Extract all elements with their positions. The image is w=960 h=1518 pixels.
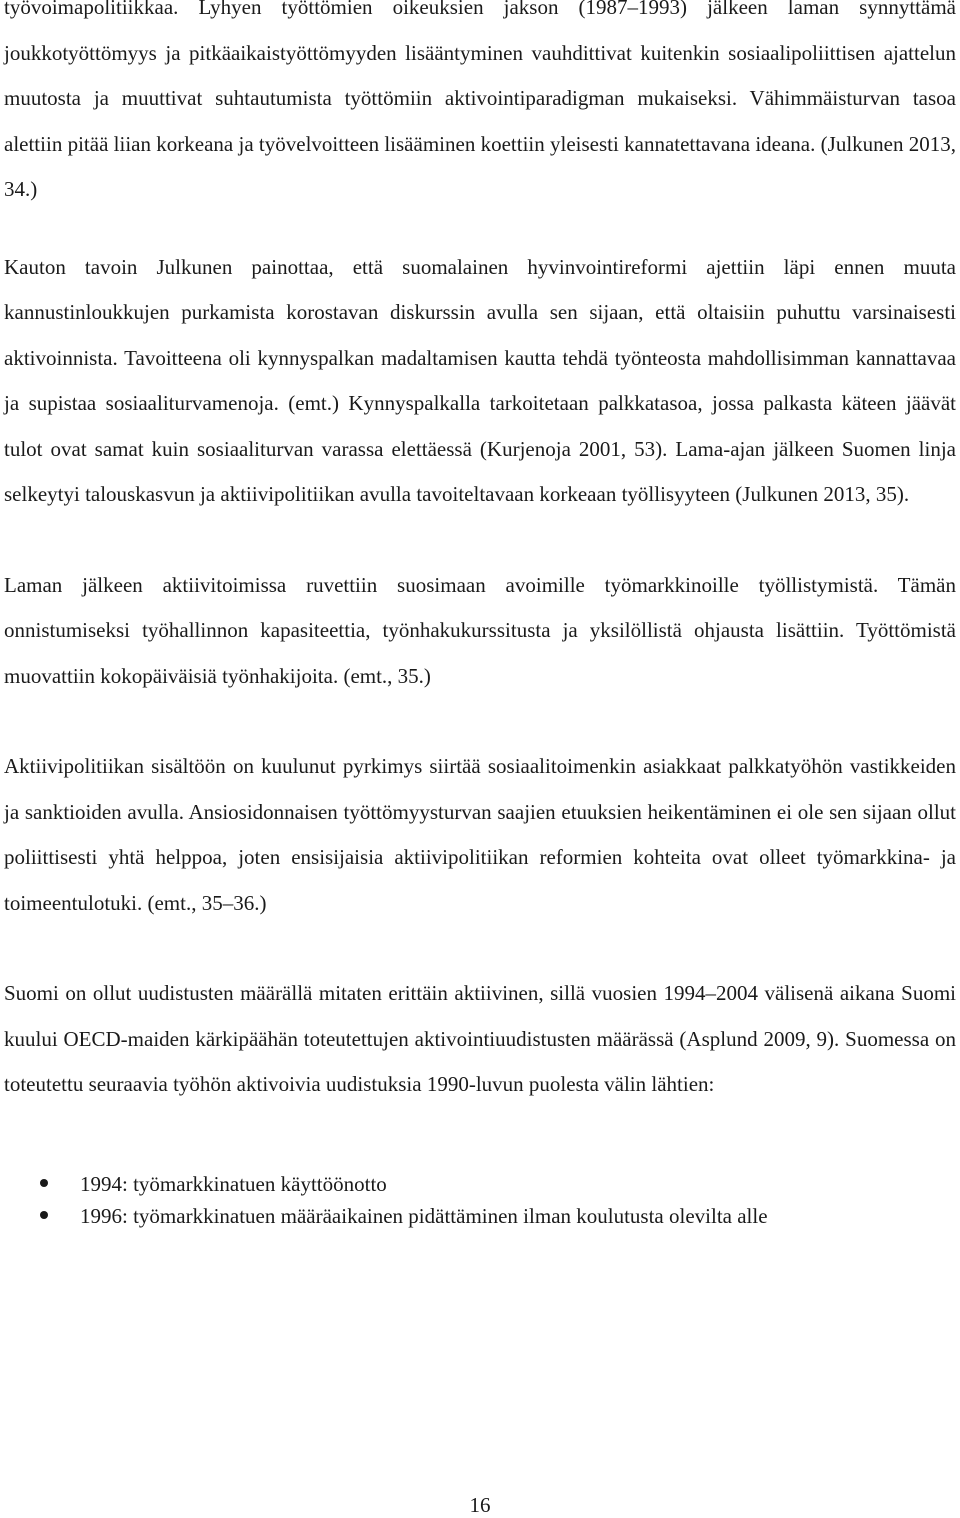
bullet-icon bbox=[40, 1211, 48, 1219]
bullet-list bbox=[4, 1168, 956, 1232]
paragraph-1: työvoimapolitiikkaa. Lyhyen työttömien oikeuksien jakson (1987–1993) jälkeen laman synnyttämä joukkotyöttömyys ja pitkäaikaistyöttömyyden lisääntyminen vauhdittivat kuitenkin sosiaalipoliittisen ajattelun muutosta ja muuttivat suhtautumista työttömiin aktivointiparadigman mukaiseksi. Vähimmäisturvan tasoa alettiin pitää liian korkeana ja työvelvoitteen lisääminen koettiin yleisesti kannatettavana ideana. (Julkunen 2013, 34.) bbox=[4, 0, 956, 201]
paragraph-3: Laman jälkeen aktiivitoimissa ruvettiin suosimaan avoimille työmarkkinoille työllistymistä. Tämän onnistumiseksi työhallinnon kapasiteettia, työnhakukurssitusta ja yksilöllistä ohjausta lisättiin. Työttömistä muovattiin kokopäiväisiä työnhakijoita. (emt., 35.) bbox=[4, 572, 956, 688]
paragraph-5: Suomi on ollut uudistusten määrällä mitaten erittäin aktiivinen, sillä vuosien 1994–2004 välisenä aikana Suomi kuului OECD-maiden kärkipäähän toteutettujen aktivointiuudistusten määrässä (Asplund 2009, 9). Suomessa on toteutettu seuraavia työhön aktivoivia uudistuksia 1990-luvun puolesta välin lähtien: bbox=[4, 981, 956, 1096]
paragraph-4: Aktiivipolitiikan sisältöön on kuulunut pyrkimys siirtää sosiaalitoimenkin asiakkaat palkkatyöhön vastikkeiden ja sanktioiden avulla. Ansiosidonnaisen työttömyysturvan saajien etuuksien heikentäminen ei ole sen sijaan ollut poliittisesti yhtä helppoa, joten ensisijaisia aktiivipolitiikan reformien kohteita ovat olleet työmarkkina- ja toimeentulotuki. (emt., 35–36.) bbox=[4, 754, 956, 915]
list-item-text: 1996: työmarkkinatuen määräaikainen pidättäminen ilman koulutusta olevilta alle bbox=[80, 1203, 768, 1228]
list-item bbox=[4, 1200, 956, 1232]
paragraph-2: Kauton tavoin Julkunen painottaa, että suomalainen hyvinvointireformi ajettiin läpi ennen muuta kannustinloukkujen purkamista korostavan diskurssin avulla sen sijaan, että oltaisiin puhuttu varsinaisesti aktivoinnista. Tavoitteena oli kynnyspalkan madaltamisen kautta tehdä työnteosta mahdollisimman kannattavaa ja supistaa sosiaaliturvamenoja. (emt.) Kynnyspalkalla tarkoitetaan palkkatasoa, jossa palkasta käteen jäävät tulot ovat samat kuin sosiaaliturvan varassa elettäessä (Kurjenoja 2001, 53). Lama-ajan jälkeen Suomen linja selkeytyi talouskasvun ja aktiivipolitiikan avulla tavoiteltavaan korkeaan työllisyyteen (Julkunen 2013, 35). bbox=[4, 254, 956, 506]
list-item bbox=[4, 1168, 956, 1200]
document-page bbox=[4, 0, 956, 1232]
list-item-text: 1994: työmarkkinatuen käyttöönotto bbox=[80, 1171, 387, 1196]
page-number: 16 bbox=[469, 1493, 491, 1517]
bullet-icon bbox=[40, 1179, 48, 1187]
